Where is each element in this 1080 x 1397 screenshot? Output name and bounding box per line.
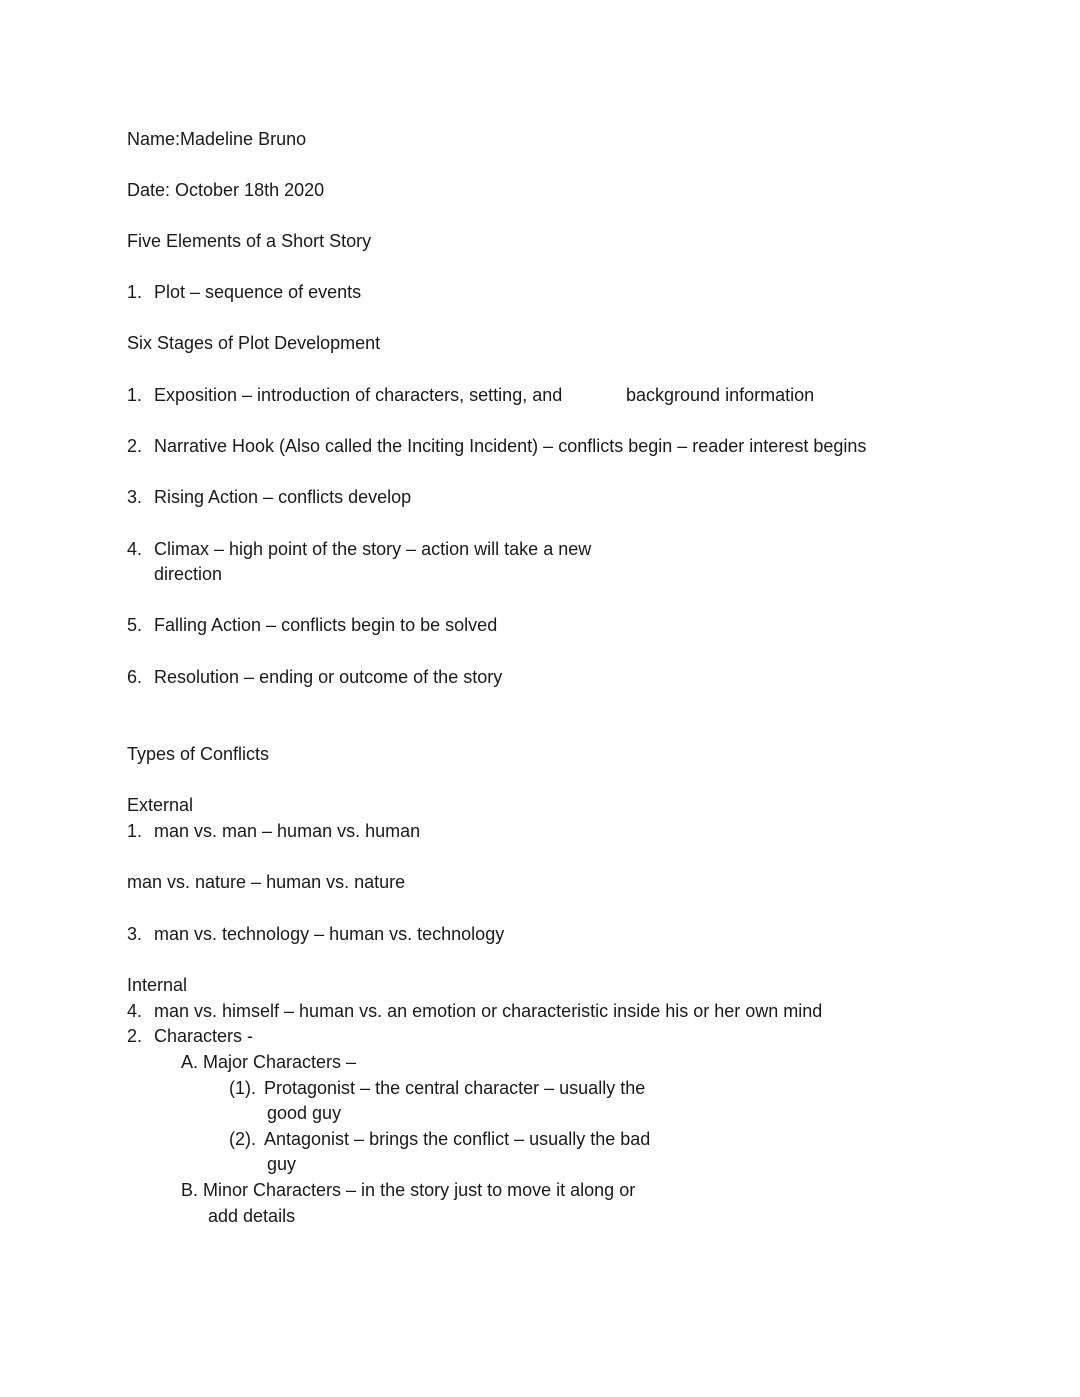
protagonist-cont: good guy: [267, 1103, 342, 1123]
protagonist: Protagonist – the central character – usually the: [264, 1078, 646, 1098]
stage-climax-cont: direction: [154, 564, 223, 584]
internal-label: Internal: [127, 975, 188, 995]
list-number: 4.: [127, 539, 143, 559]
list-number: 1.: [127, 821, 143, 841]
list-number: 2.: [127, 1026, 143, 1046]
stage-resolution: Resolution – ending or outcome of the story: [154, 667, 503, 687]
list-number: 4.: [127, 1001, 143, 1021]
stage-narrative-hook: Narrative Hook (Also called the Inciting Incident) – conflicts begin – reader interest begins: [154, 436, 867, 456]
external-label: External: [127, 795, 194, 815]
minor-characters-cont: add details: [208, 1206, 296, 1226]
stage-climax: Climax – high point of the story – action will take a new: [154, 539, 592, 559]
stage-falling-action: Falling Action – conflicts begin to be solved: [154, 615, 498, 635]
antagonist-cont: guy: [267, 1154, 297, 1174]
stage-exposition-cont: background information: [626, 385, 815, 405]
list-number: (1).: [229, 1078, 256, 1098]
conflict-man-vs-technology: man vs. technology – human vs. technology: [154, 924, 505, 944]
element-characters: Characters -: [154, 1026, 254, 1046]
list-number: 1.: [127, 385, 143, 405]
list-number: 3.: [127, 924, 143, 944]
document-title: Five Elements of a Short Story: [127, 231, 372, 251]
antagonist: Antagonist – brings the conflict – usually the bad: [264, 1129, 651, 1149]
minor-characters: B. Minor Characters – in the story just to move it along or: [181, 1180, 636, 1200]
conflicts-heading: Types of Conflicts: [127, 744, 270, 764]
list-number: 5.: [127, 615, 143, 635]
major-characters: A. Major Characters –: [181, 1052, 357, 1072]
name-line: Name:Madeline Bruno: [127, 129, 307, 149]
date-line: Date: October 18th 2020: [127, 180, 325, 200]
list-number: (2).: [229, 1129, 256, 1149]
plot-heading: Six Stages of Plot Development: [127, 333, 381, 353]
conflict-man-vs-himself: man vs. himself – human vs. an emotion or characteristic inside his or her own mind: [154, 1001, 823, 1021]
conflict-man-vs-man: man vs. man – human vs. human: [154, 821, 421, 841]
element-plot: Plot – sequence of events: [154, 282, 362, 302]
stage-exposition: Exposition – introduction of characters, setting, and: [154, 385, 563, 405]
list-number: 3.: [127, 487, 143, 507]
list-number: 2.: [127, 436, 143, 456]
conflict-man-vs-nature: man vs. nature – human vs. nature: [127, 872, 406, 892]
list-number: 6.: [127, 667, 143, 687]
list-number: 1.: [127, 282, 143, 302]
stage-rising-action: Rising Action – conflicts develop: [154, 487, 412, 507]
